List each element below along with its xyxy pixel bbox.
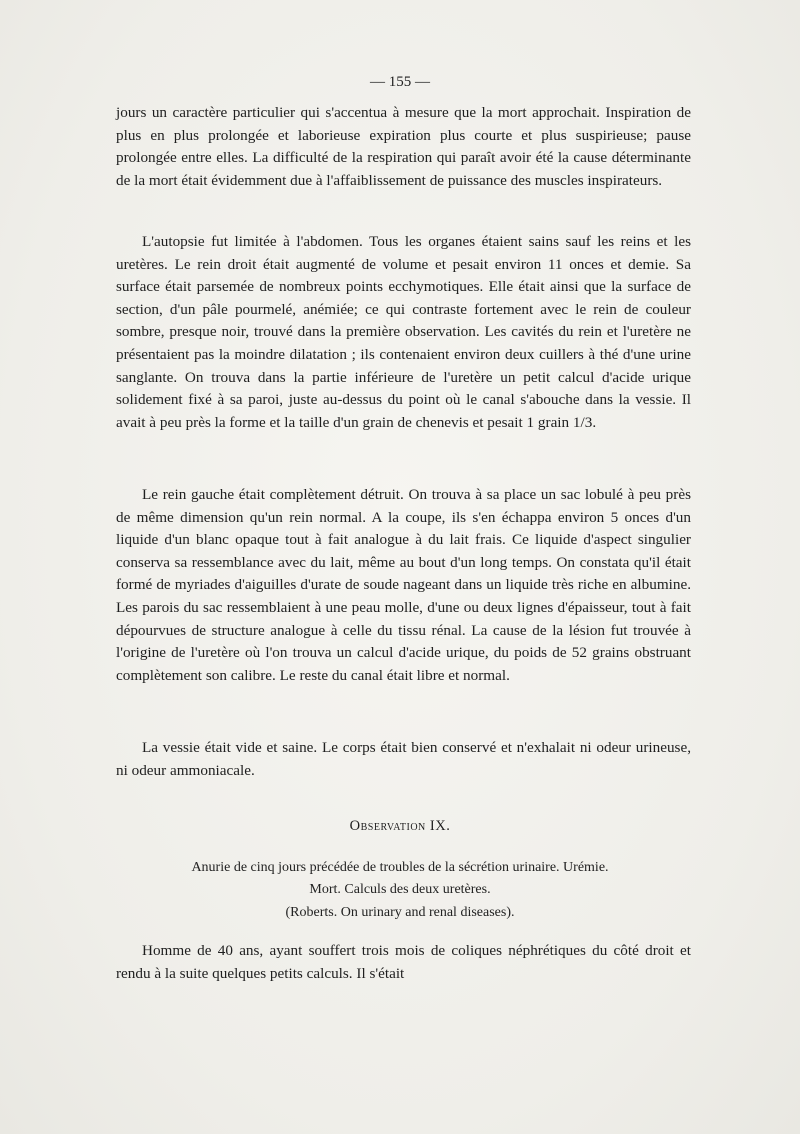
observation-summary-line-1: Anurie de cinq jours précédée de troubles de la sécrétion urinaire. Urémie. bbox=[191, 860, 609, 875]
paragraph-autopsy-right-kidney: L'autopsie fut limitée à l'abdomen. Tous les organes étaient sains sauf les reins et les uretères. Le rein droit était augmenté de volume et pesait environ 11 onces et demie. Sa surface était parsemée de nombreux points ecchymotiques. Elle était ainsi que la surface de section, d'un pâle pourmelé, anémiée; ce qui contraste fortement avec le rein de couleur sombre, presque noir, trouvé dans la première observation. Les cavités du rein et l'uretère ne présentaient pas la moindre dilatation ; ils contenaient environ deux cuillers à thé d'une urine sanglante. On trouva dans la partie inférieure de l'uretère un petit calcul d'acide urique solidement fixé à sa paroi, juste au-dessus du point où le canal s'abouche dans la vessie. Il avait à peu près la forme et la taille d'un grain de chenevis et pesait 1 grain 1/3. bbox=[116, 233, 691, 431]
observation-source: (Roberts. On urinary and renal diseases). bbox=[285, 905, 515, 920]
paragraph-left-kidney: Le rein gauche était complètement détruit. On trouva à sa place un sac lobulé à peu près de même dimension qu'un rein normal. A la coupe, ils s'en échappa environ 5 onces d'un liquide d'un blanc opaque tout à fait analogue à du lait frais. Ce liquide d'aspect singulier conserva sa ressemblance avec du lait, même au bout d'un long temps. On constata qu'il était formé de myriades d'aiguilles d'urate de soude nageant dans un liquide très riche en albumine. Les parois du sac ressemblaient à une peau molle, d'une ou deux lignes d'épaisseur, tout à fait dépourvues de structure analogue à celle du tissu rénal. La cause de la lésion fut trouvée à l'origine de l'uretère où l'on trouva un calcul d'acide urique, du poids de 52 grains obstruant complètement son calibre. Le reste du canal était libre et normal. bbox=[116, 486, 691, 684]
paragraph-bladder: La vessie était vide et saine. Le corps était bien conservé et n'exhalait ni odeur urineuse, ni odeur ammoniacale. bbox=[116, 739, 691, 779]
page-number: — 155 — bbox=[370, 74, 430, 90]
paragraph-respiration: jours un caractère particulier qui s'accentua à mesure que la mort approchait. Inspiration de plus en plus prolongée et laborieuse expiration plus courte et plus suspirieuse; pause prolongée entre elles. La difficulté de la respiration qui paraît avoir été la cause déterminante de la mort était évidemment due à l'affaiblissement de puissance des muscles inspirateurs. bbox=[116, 104, 691, 189]
paragraph-case-intro: Homme de 40 ans, ayant souffert trois mois de coliques néphrétiques du côté droit et rendu à la suite quelques petits calculs. Il s'était bbox=[116, 942, 691, 982]
observation-title: Observation IX. bbox=[349, 818, 451, 834]
observation-summary-line-2: Mort. Calculs des deux uretères. bbox=[309, 882, 491, 897]
